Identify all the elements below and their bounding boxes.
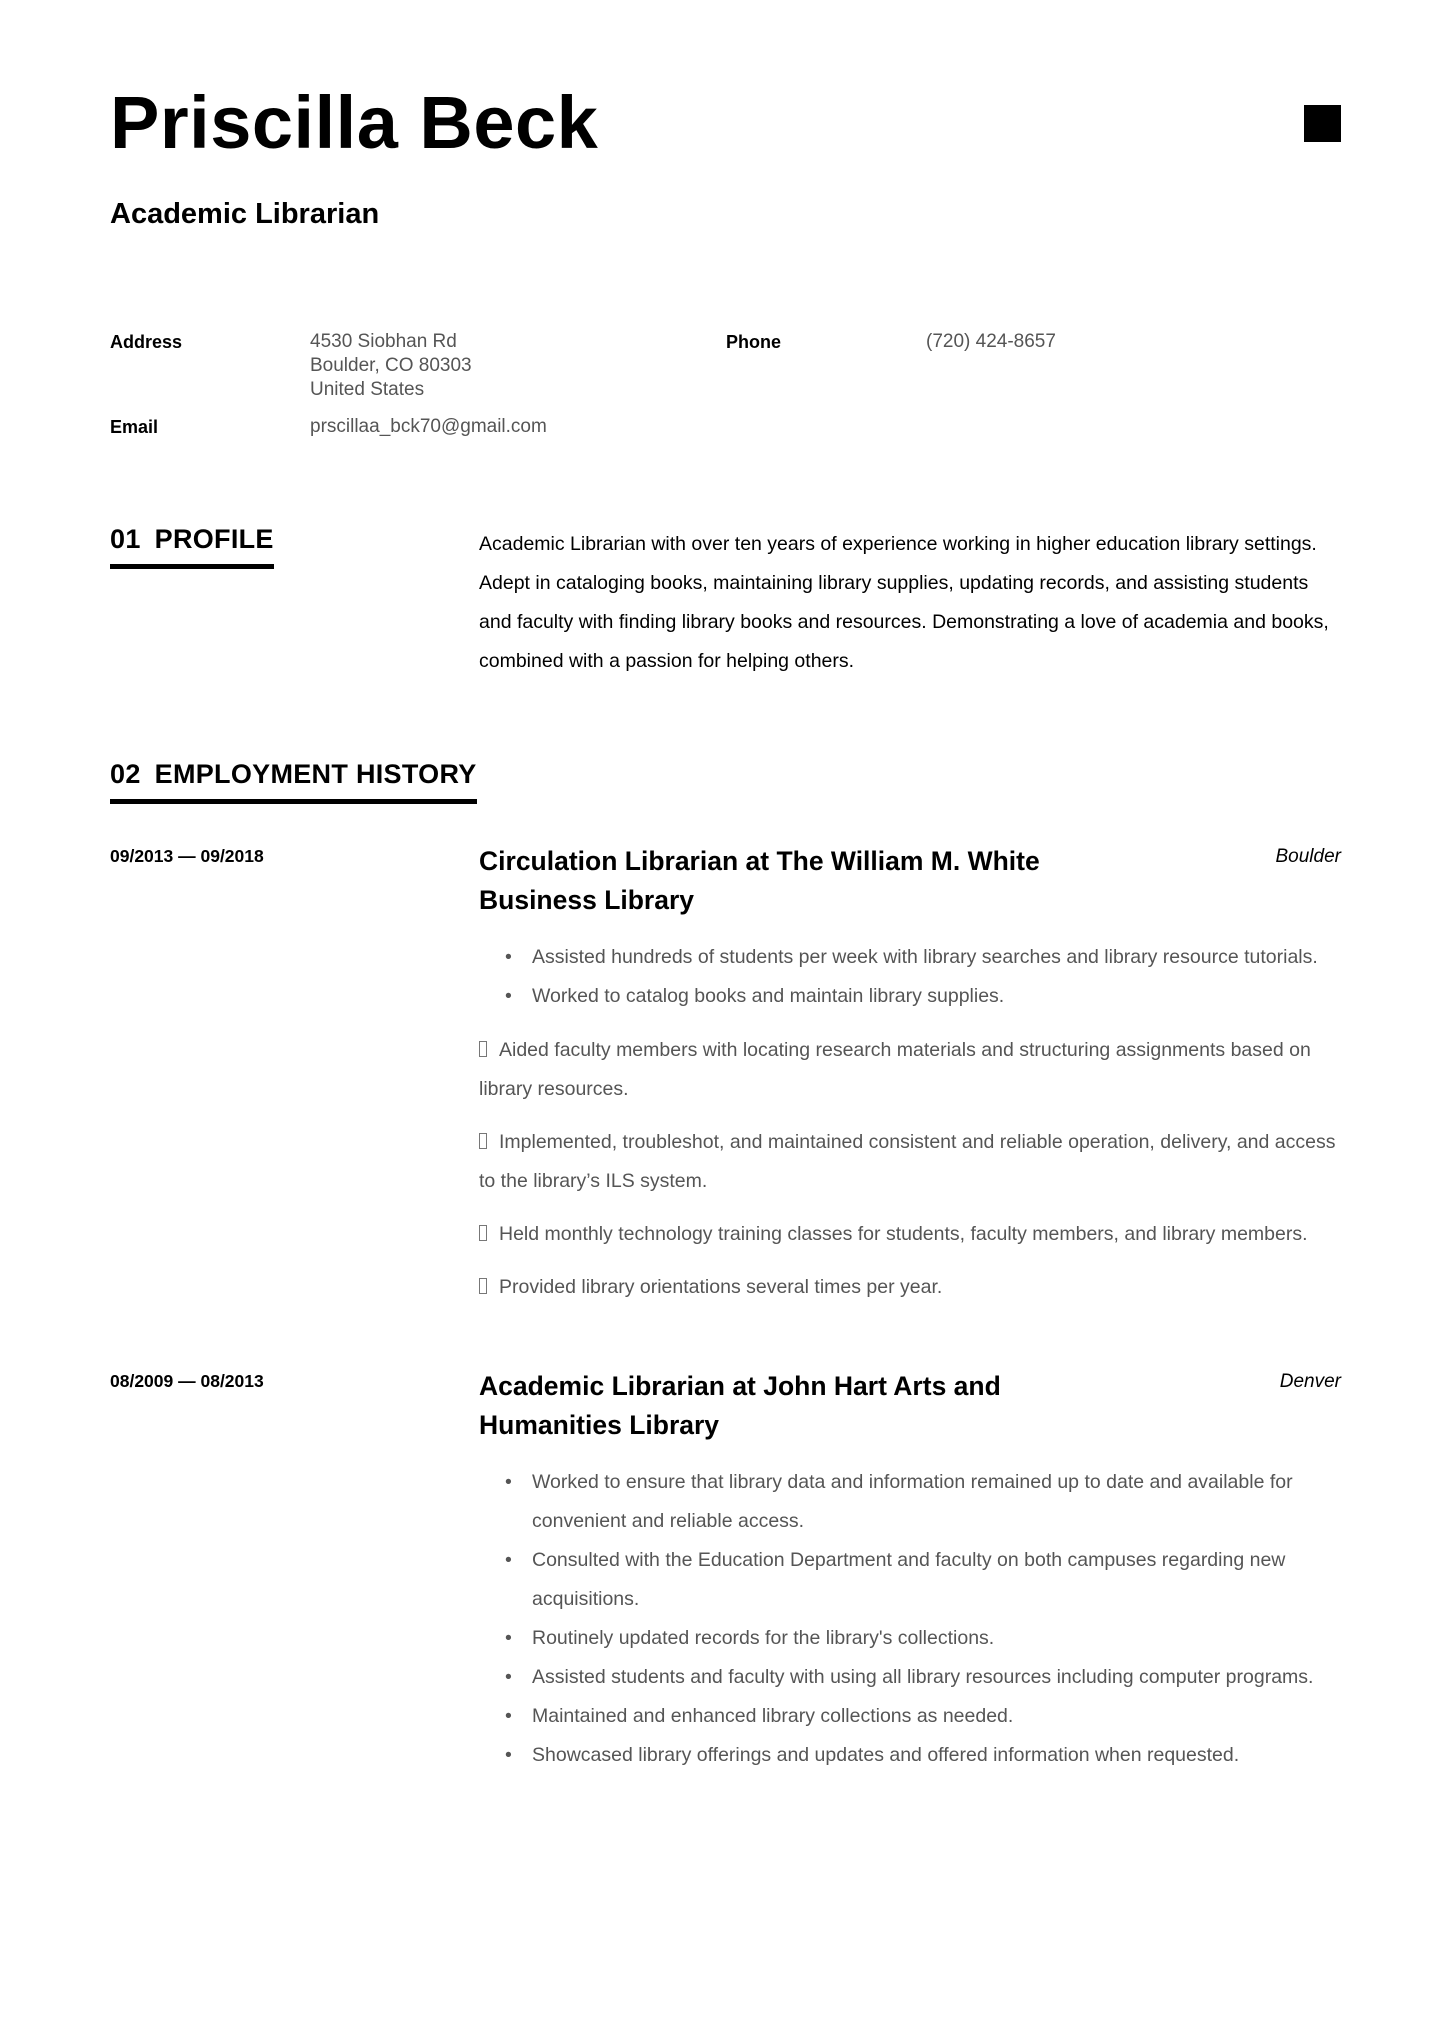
bullet-icon: •: [505, 1627, 512, 1649]
list-item: [479, 938, 1341, 977]
bullet-icon: •: [505, 1705, 512, 1727]
section-title: EMPLOYMENT HISTORY: [154, 759, 477, 789]
bullet-icon: •: [505, 1744, 512, 1766]
missing-glyph-icon: [479, 1278, 487, 1294]
missing-glyph-icon: [479, 1133, 487, 1149]
bullet-text: Worked to ensure that library data and information remained up to date and available for convenient and reliable access.: [532, 1471, 1293, 1532]
list-item: [479, 1463, 1341, 1541]
paragraph-text: Aided faculty members with locating research materials and structuring assignments based on library resources.: [479, 1039, 1311, 1100]
employment-heading: [110, 757, 477, 804]
missing-glyph-icon: [479, 1225, 487, 1241]
job-city: Denver: [1279, 1371, 1341, 1392]
square-logo-icon: [1304, 105, 1341, 142]
address-line: Boulder, CO 80303: [310, 355, 472, 376]
job-position-title: Academic Librarian at John Hart Arts and Humanities Library: [479, 1371, 1001, 1440]
bullet-icon: •: [505, 1471, 512, 1493]
section-number: 02: [110, 759, 141, 789]
job-dates: 08/2009 — 08/2013: [110, 1371, 264, 1391]
bullet-text: Assisted students and faculty with using all library resources including computer programs.: [532, 1666, 1314, 1688]
job-paragraph: [479, 1031, 1341, 1109]
bullet-icon: •: [505, 985, 512, 1007]
paragraph-text: Held monthly technology training classes for students, faculty members, and library members.: [499, 1223, 1308, 1245]
bullet-text: Assisted hundreds of students per week with library searches and library resource tutorials.: [532, 946, 1318, 968]
phone-value: (720) 424-8657: [926, 331, 1056, 352]
email-value[interactable]: prscillaa_bck70@gmail.com: [310, 416, 547, 437]
list-item: [479, 1697, 1341, 1736]
job-paragraph: [479, 1268, 1341, 1307]
list-item: [479, 1619, 1341, 1658]
address-line: 4530 Siobhan Rd: [310, 331, 457, 352]
paragraph-text: Implemented, troubleshot, and maintained consistent and reliable operation, delivery, and access to the library’s ILS system.: [479, 1131, 1336, 1192]
missing-glyph-icon: [479, 1041, 487, 1057]
bullet-icon: •: [505, 1666, 512, 1688]
paragraph-text: Provided library orientations several times per year.: [499, 1276, 943, 1298]
list-item: [479, 1541, 1341, 1619]
section-number: 01: [110, 524, 141, 554]
job-position-title: Circulation Librarian at The William M. White Business Library: [479, 846, 1040, 915]
profile-summary: Academic Librarian with over ten years of experience working in higher education library settings. Adept in cataloging books, maintaining library supplies, updating records, and assisting students and faculty with finding library books and resources. Demonstrating a love of academia and books, combined with a passion for helping others.: [479, 533, 1329, 672]
list-item: [479, 977, 1341, 1016]
job-city: Boulder: [1275, 846, 1341, 867]
bullet-text: Showcased library offerings and updates and offered information when requested.: [532, 1744, 1240, 1766]
profile-heading: [110, 522, 274, 569]
bullet-text: Routinely updated records for the library's collections.: [532, 1627, 995, 1649]
section-title: PROFILE: [154, 524, 274, 554]
email-label: Email: [110, 417, 159, 437]
list-item: [479, 1658, 1341, 1697]
address-label: Address: [110, 332, 183, 352]
candidate-name: Priscilla Beck: [110, 81, 599, 164]
job-paragraphs: [479, 1031, 1341, 1321]
address-line: United States: [310, 379, 425, 400]
job-bullet-list: [479, 1463, 1341, 1775]
list-item: [479, 1736, 1341, 1775]
bullet-text: Consulted with the Education Department and faculty on both campuses regarding new acquisitions.: [532, 1549, 1286, 1610]
job-bullet-list: [479, 938, 1341, 1016]
bullet-icon: •: [505, 946, 512, 968]
job-dates: 09/2013 — 09/2018: [110, 846, 264, 866]
phone-label: Phone: [726, 332, 782, 352]
bullet-text: Worked to catalog books and maintain library supplies.: [532, 985, 1005, 1007]
bullet-text: Maintained and enhanced library collections as needed.: [532, 1705, 1014, 1727]
job-paragraph: [479, 1123, 1341, 1201]
job-title: Academic Librarian: [110, 198, 380, 230]
address-value: [310, 330, 472, 402]
job-paragraph: [479, 1215, 1341, 1254]
bullet-icon: •: [505, 1549, 512, 1571]
